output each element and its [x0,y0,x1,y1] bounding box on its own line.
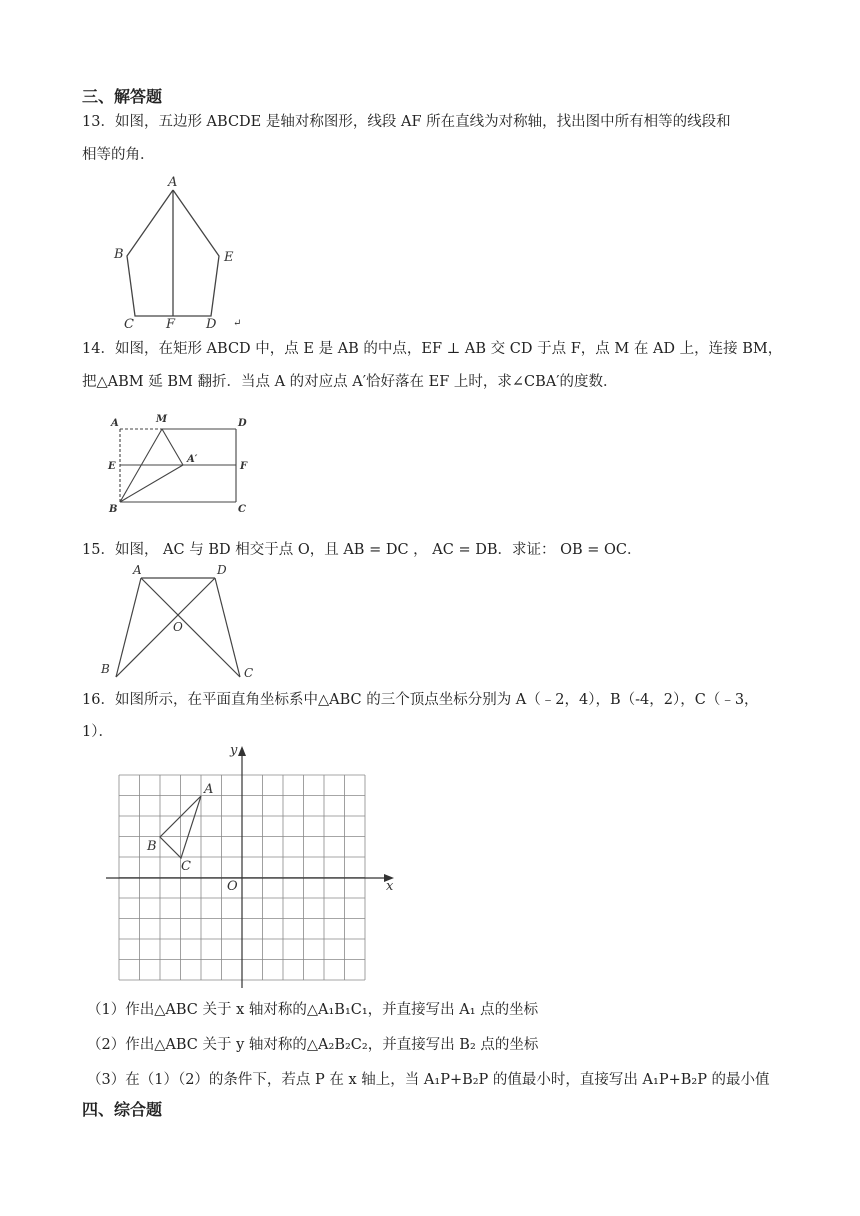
q15-cross-figure [95,560,270,685]
label-f: F [166,317,176,332]
label-f: F [240,461,248,472]
label-d: D [217,563,227,577]
label-c: C [181,859,191,874]
q16-sub3: （3）在（1）（2）的条件下，若点 P 在 x 轴上，当 A₁P+B₂P 的值最小时，直接写出 A₁P+B₂P 的最小值 [87,1072,770,1088]
segment-ac [141,578,240,677]
label-b: B [147,839,157,854]
q16-coordinate-grid-figure [0,740,420,990]
q16-text-line2: 1）． [82,724,113,740]
label-b: B [114,247,124,262]
label-o: O [173,620,183,634]
q14-text-line1: 14．如图，在矩形 ABCD 中，点 E 是 AB 的中点，EF ⊥ AB 交 CD 于点 F，点 M 在 AD 上，连接 BM， [82,341,783,357]
q16-text-line1: 16．如图所示，在平面直角坐标系中△ABC 的三个顶点坐标分别为 A（﹣2，4），B（-4，2），C（﹣3， [82,692,759,708]
section-heading-3: 三、解答题 [82,87,163,106]
q13-text-line1: 13．如图，五边形 ABCDE 是轴对称图形，线段 AF 所在直线为对称轴，找出图中所有相等的线段和 [82,114,731,130]
label-d: D [238,418,247,429]
q14-text-line2: 把△ABM 延 BM 翻折．当点 A 的对应点 A′恰好落在 EF 上时，求∠CBA′的度数． [82,374,618,390]
label-e: E [108,461,116,472]
y-axis-arrow-icon [238,746,246,756]
label-o: O [227,879,238,894]
label-a: A [111,418,119,429]
segment-ab [116,578,141,677]
label-e: E [224,250,234,265]
label-c: C [238,504,246,515]
label-m: M [156,414,168,425]
section-heading-4: 四、综合题 [82,1100,163,1119]
q16-sub1: （1）作出△ABC 关于 x 轴对称的△A₁B₁C₁，并直接写出 A₁ 点的坐标 [87,1002,539,1018]
return-mark: ↵ [233,318,242,329]
segment-ba2 [120,465,183,502]
label-a: A [133,563,142,577]
q13-pentagon-figure [100,170,260,335]
q15-text-line1: 15．如图， AC 与 BD 相交于点 O，且 AB = DC ， AC = DB．求证： OB = OC． [82,542,642,558]
label-c: C [244,666,254,680]
q13-text-line2: 相等的角． [82,147,155,163]
label-b: B [109,504,118,515]
label-a-prime: A′ [187,454,198,465]
label-x: x [386,879,394,894]
label-d: D [206,317,217,332]
segment-dc [215,578,240,677]
segment-db [116,578,215,677]
q14-rectangle-figure [100,410,260,520]
label-b: B [101,662,110,676]
label-a: A [204,782,214,797]
label-c: C [124,317,134,332]
segment-ma2 [162,429,183,465]
q16-sub2: （2）作出△ABC 关于 y 轴对称的△A₂B₂C₂，并直接写出 B₂ 点的坐标 [87,1037,539,1053]
label-y: y [230,743,238,758]
label-a: A [168,175,178,190]
